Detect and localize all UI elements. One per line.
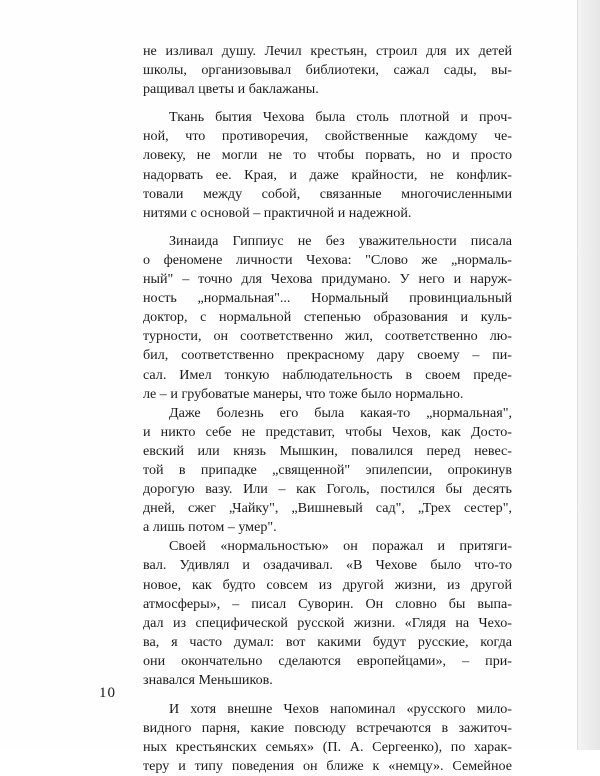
page-number: 10 [99, 685, 116, 701]
text-line: о феномене личности Чехова: "Слово же „нормаль- [143, 251, 512, 268]
text-line: ловеку, не могли не то чтобы порвать, но и просто [143, 147, 512, 164]
text-line: товали между собой, связанные многочисленными [143, 185, 512, 202]
text-line: доктор, с нормальной степенью образования и куль- [143, 309, 512, 326]
text-line: бил, соответственно прекрасному дару своему – пи- [143, 347, 512, 364]
text-line: атмосферы», – писал Суворин. Он словно бы выпа- [143, 595, 512, 612]
text-line: школы, организовывал библиотеки, сажал сады, вы- [143, 62, 512, 79]
text-line: надорвать ее. Края, и даже крайности, не конфлик- [143, 166, 512, 183]
text-line: знавался Меньшиков. [143, 672, 273, 688]
text-line: ращивал цветы и баклажаны. [143, 81, 319, 98]
text-line: дорогую вазу. Или – как Гоголь, постился бы десять [143, 481, 512, 498]
text-line: Зинаида Гиппиус не без уважительности писала [169, 232, 512, 249]
body-text [143, 42, 512, 776]
text-line: новое, как будто совсем из другой жизни, из другой [143, 576, 512, 593]
text-line: ный" – точно для Чехова придумано. У него и наруж- [143, 271, 512, 288]
text-line: ных крестьянских семьях» (П. А. Сергеенко), по харак- [143, 739, 512, 756]
paragraph [143, 700, 512, 776]
text-line: теру и типу поведения он ближе к «немцу». Семейное [143, 758, 512, 775]
text-line: дней, сжег „Чайку", „Вишневый сад", „Трех сестер", [143, 500, 512, 517]
text-line: ность „нормальная"... Нормальный провинциальный [143, 290, 512, 307]
text-line: ва, я часто думал: вот какими будут русские, когда [143, 633, 512, 650]
text-line: а лишь потом – умер". [143, 519, 277, 536]
text-line: евский или князь Мышкин, повалился перед невес- [143, 442, 512, 459]
text-line: Даже болезнь его была какая-то „нормальная", [169, 404, 512, 421]
text-line: и никто себе не представит, чтобы Чехов, как Досто- [143, 423, 512, 440]
page-edge-shadow [577, 0, 600, 750]
text-line: они окончательно сделаются европейцами», – при- [143, 652, 512, 669]
text-line: дал из специфической русской жизни. «Глядя на Чехо- [143, 614, 512, 631]
paragraph [143, 537, 512, 690]
text-line: Ткань бытия Чехова была столь плотной и проч- [169, 109, 512, 126]
paragraph [143, 42, 512, 99]
text-line: И хотя внешне Чехов напоминал «русского мило- [169, 701, 512, 718]
text-line: ле – и грубоватые манеры, что тоже было нормально. [143, 385, 464, 402]
text-line: турности, он соответственно жил, соответственно лю- [143, 328, 512, 345]
text-line: видного парня, какие повсюду встречаются в зажиточ- [143, 720, 512, 737]
text-line: вал. Удивлял и озадачивал. «В Чехове было что-то [143, 557, 512, 574]
text-line: Своей «нормальностью» он поражал и притяги- [169, 538, 512, 555]
text-line: сал. Имел тонкую наблюдательность в своем преде- [143, 366, 512, 383]
text-line: ной, что противоречия, свойственные каждому че- [143, 128, 512, 145]
text-line: не изливал душу. Лечил крестьян, строил для их детей [143, 43, 512, 59]
text-line: той в припадке „священной" эпилепсии, опрокинув [143, 461, 512, 478]
text-line: нитями с основой – практичной и надежной. [143, 204, 412, 221]
paragraph [143, 232, 512, 538]
paragraph [143, 108, 512, 223]
